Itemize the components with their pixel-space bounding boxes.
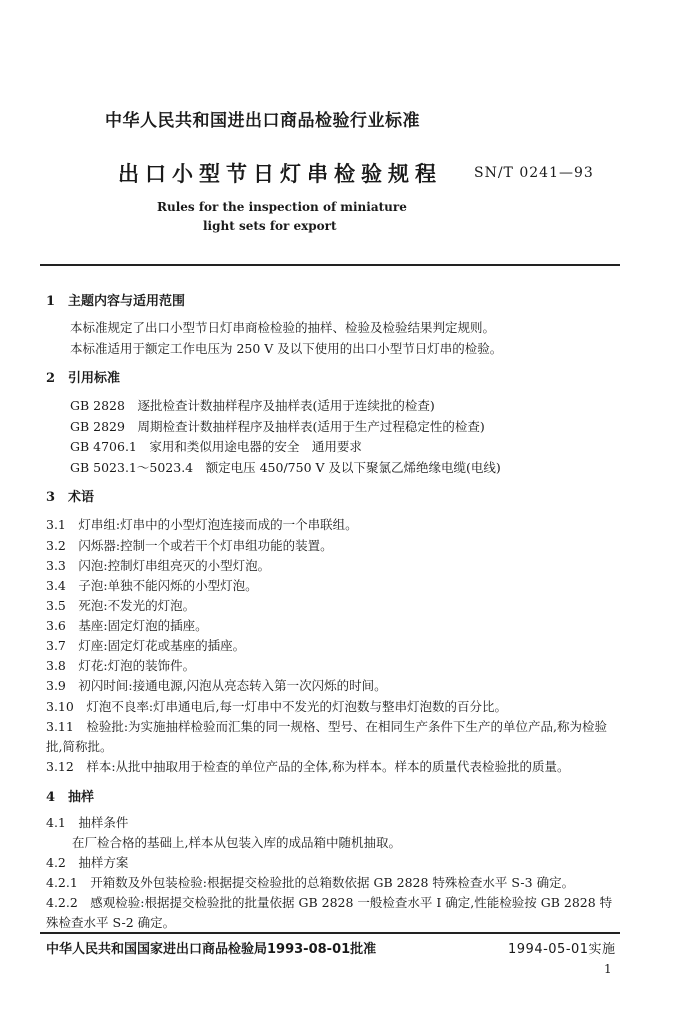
standard-number: SN/T 0241—93 — [474, 165, 594, 181]
reference-item: GB 2828 逐批检查计数抽样程序及抽样表(适用于连续批的检查) — [70, 398, 435, 413]
term-item: 3.11 检验批:为实施抽样检验而汇集的同一规格、型号、在相同生产条件下生产的单位产品,称为检验 — [46, 719, 608, 734]
subsection-4-2-2: 4.2.2 感观检验:根据提交检验批的批量依据 GB 2828 一般检查水平 I 确定,性能检验按 GB 2828 特 — [46, 895, 613, 910]
subsection-4-2-2-continuation: 殊检查水平 S-2 确定。 — [46, 915, 176, 930]
subsection-4-1-text: 在厂检合格的基础上,样本从包装入库的成品箱中随机抽取。 — [72, 835, 401, 850]
subsection-4-2-heading: 4.2 抽样方案 — [46, 855, 129, 870]
section-2-heading: 2 引用标准 — [46, 371, 121, 386]
subsection-4-2-1: 4.2.1 开箱数及外包装检验:根据提交检验批的总箱数依据 GB 2828 特殊检查水平 S-3 确定。 — [46, 875, 575, 890]
term-item: 3.8 灯花:灯泡的装饰件。 — [46, 658, 196, 673]
term-item: 3.9 初闪时间:接通电源,闪泡从亮态转入第一次闪烁的时间。 — [46, 678, 387, 693]
term-item: 3.7 灯座:固定灯花或基座的插座。 — [46, 638, 246, 653]
ministry-title: 中华人民共和国进出口商品检验行业标准 — [105, 111, 420, 131]
term-item: 3.12 样本:从批中抽取用于检查的单位产品的全体,称为样本。样本的质量代表检验批的质量。 — [46, 759, 570, 774]
section-1-heading: 1 主题内容与适用范围 — [46, 294, 186, 309]
term-item: 3.5 死泡:不发光的灯泡。 — [46, 598, 196, 613]
page-number: 1 — [604, 962, 612, 976]
footer-rule — [40, 932, 620, 934]
section-3-heading: 3 术语 — [46, 490, 95, 505]
effective-date: 1994-05-01实施 — [508, 942, 616, 957]
approval-text: 中华人民共和国国家进出口商品检验局1993-08-01批准 — [46, 942, 377, 957]
header-rule — [40, 264, 620, 266]
term-item: 3.3 闪泡:控制灯串组亮灭的小型灯泡。 — [46, 558, 271, 573]
term-item: 3.4 子泡:单独不能闪烁的小型灯泡。 — [46, 578, 258, 593]
section-1-para-1: 本标准规定了出口小型节日灯串商检检验的抽样、检验及检验结果判定规则。 — [70, 320, 496, 335]
term-item-continuation: 批,简称批。 — [46, 739, 113, 754]
term-item: 3.10 灯泡不良率:灯串通电后,每一灯串中不发光的灯泡数与整串灯泡数的百分比。 — [46, 699, 508, 714]
reference-item: GB 5023.1～5023.4 额定电压 450/750 V 及以下聚氯乙烯绝缘电缆(电线) — [70, 460, 501, 475]
reference-item: GB 4706.1 家用和类似用途电器的安全 通用要求 — [70, 439, 362, 454]
term-item: 3.1 灯串组:灯串中的小型灯泡连接而成的一个串联组。 — [46, 517, 358, 532]
term-item: 3.6 基座:固定灯泡的插座。 — [46, 618, 208, 633]
english-title-line1: Rules for the inspection of miniature — [157, 200, 407, 214]
section-4-heading: 4 抽样 — [46, 790, 95, 805]
doc-title: 出口小型节日灯串检验规程 — [118, 162, 442, 186]
section-1-para-2: 本标准适用于额定工作电压为 250 V 及以下使用的出口小型节日灯串的检验。 — [70, 341, 503, 356]
subsection-4-1-heading: 4.1 抽样条件 — [46, 815, 129, 830]
term-item: 3.2 闪烁器:控制一个或若干个灯串组功能的装置。 — [46, 538, 333, 553]
reference-item: GB 2829 周期检查计数抽样程序及抽样表(适用于生产过程稳定性的检查) — [70, 419, 485, 434]
english-title-line2: light sets for export — [203, 219, 337, 233]
